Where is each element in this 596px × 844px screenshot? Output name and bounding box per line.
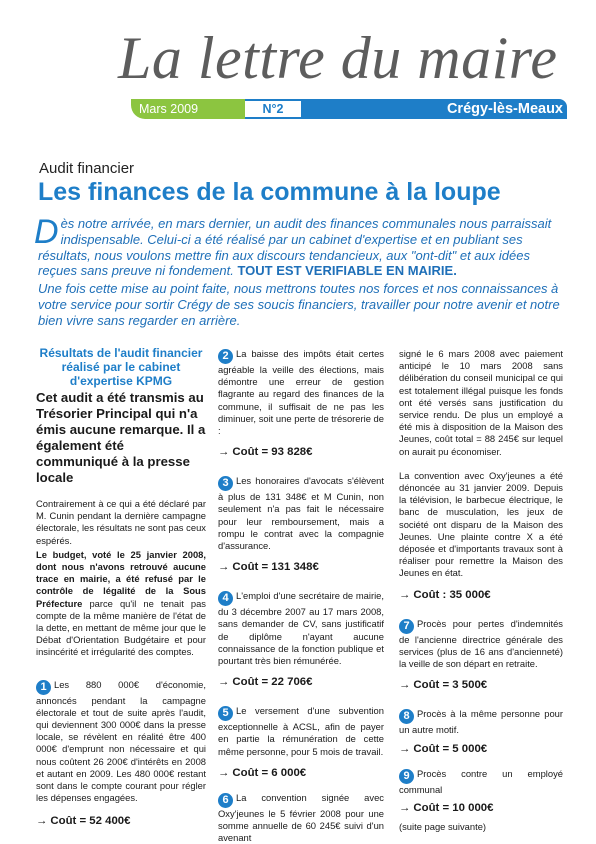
numbered-circle-icon: 5	[218, 706, 233, 721]
right-arrow-icon: →	[218, 676, 230, 689]
newsletter-title: La lettre du maire	[118, 25, 558, 91]
item-1-cost	[36, 814, 206, 828]
item-2	[218, 348, 384, 437]
budget-bold: Le budget, voté le 25 janvier 2008, dont nous n'avons retrouvé aucune trace en mairie, a été refusé par le contrôle de légalité de la Sous Préfecture	[36, 548, 206, 609]
item-4-cost	[218, 675, 384, 689]
right-arrow-icon: →	[399, 801, 411, 814]
item-7	[399, 618, 563, 671]
drop-cap: D	[34, 213, 59, 251]
item-9	[399, 768, 563, 796]
item-6	[218, 792, 384, 844]
issue-number: N°2	[245, 99, 301, 119]
convention-cost	[399, 588, 563, 602]
continued-note: (suite page suivante)	[399, 820, 487, 832]
item-5-cost	[218, 766, 384, 780]
item-2-cost-value: Coût = 93 828€	[232, 446, 313, 459]
item-1	[36, 679, 206, 805]
item-4-text: L'emploi d'une secrétaire de mairie, du 3 décembre 2007 au 17 mars 2008, sans demander de CV, sans justificatif de diplôme n'ayant aucune connaissance de la fonction publique et pourtant très bien rémunérée.	[218, 590, 384, 667]
item-8	[399, 708, 563, 736]
budget-rest: parce qu'il ne tenait pas compte de la même manière de l'état de la dette, en mettant de même jour que le Débat d'Orientation Budgétaire et pour insincérité et irrégularité des comptes.	[36, 597, 206, 658]
paragraph-convention: La convention avec Oxy'jeunes a été dénoncée au 31 janvier 2009. Depuis la télévision, le barbecue électrique, le banc de musculation, les jeux de société ont disparu de la Maison des Jeunes. Une plainte contre X a été déposée et d'importants travaux sont à réaliser pour remettre la Maison des Jeunes en état.	[399, 469, 563, 579]
item-3-text: Les honoraires d'avocats s'élèvent à plus de 131 348€ et M Cunin, non seulement n'a pas fait le nécessaire pour leur remboursement, mais a rompu le contrat avec la compagnie d'assurance.	[218, 475, 384, 552]
audit-lead: Cet audit a été transmis au Trésorier Principal qui n'a émis aucune remarque. Il a également été communiqué à la presse locale	[36, 390, 206, 485]
numbered-circle-icon: 2	[218, 349, 233, 364]
item-6-text: La convention signée avec Oxy'jeunes le 5 février 2008 pour une somme annuelle de 60 245€ suivi d'un avenant	[218, 791, 384, 844]
right-arrow-icon: →	[218, 766, 230, 779]
numbered-circle-icon: 6	[218, 793, 233, 808]
item-8-text: Procès à la même personne pour un autre motif.	[399, 708, 563, 736]
item-6-continued: signé le 6 mars 2008 avec paiement anticipé le 10 mars 2008 sans délibération du conseil municipal ce qui est totalement illégal puisque les fonds ont été versés sans justification du service rendu. De plus un employé a été mis à disposition de la Maison des Jeunes, coût total = 88 245€ sur lequel on aurait pu économiser.	[399, 348, 563, 457]
item-7-cost	[399, 678, 563, 692]
column-3	[399, 348, 563, 833]
item-9-cost-value: Coût = 10 000€	[413, 801, 494, 814]
numbered-circle-icon: 4	[218, 591, 233, 606]
article-kicker: Audit financier	[39, 160, 135, 177]
paragraph-budget	[36, 549, 206, 659]
item-9-text: Procès contre un employé communal	[399, 768, 563, 796]
item-7-cost-value: Coût = 3 500€	[413, 679, 488, 692]
issue-date: Mars 2009	[131, 99, 245, 119]
item-1-cost-value: Coût = 52 400€	[50, 815, 131, 828]
article-headline: Les finances de la commune à la loupe	[38, 178, 501, 206]
item-9-cost	[399, 801, 563, 815]
intro-paragraph-2: Une fois cette mise au point faite, nous mettrons toutes nos forces et nos connaissances à votre service pour sortir Crégy de ses soucis financiers, travailler pour notre avenir et notre bien vivre sans regarder en arrière.	[38, 281, 560, 328]
item-5	[218, 705, 384, 758]
column-1	[36, 346, 206, 828]
item-1-text: Les 880 000€ d'économie, annoncés pendant la campagne électorale et tout de suite après l'audit, qui deviennent 300 000€ dans la presse locale, se révèlent en réalité être 400 000€ d'emprunt non nécessaire et qui nous coûtent 26 200€ d'intérêts en 2008 et autant en 2009. Les 480 000€ restant sont dans le compte courant pour régler les dépenses engagées.	[36, 678, 206, 804]
numbered-circle-icon: 3	[218, 476, 233, 491]
item-2-text: La baisse des impôts était certes agréable la veille des élections, mais démontre une erreur de gestion flagrante au regard des finances de la commune, il suffisait de ne pas les diminuer, soit une perte de trésorerie de :	[218, 348, 384, 437]
right-arrow-icon: →	[399, 588, 411, 601]
right-arrow-icon: →	[399, 679, 411, 692]
right-arrow-icon: →	[218, 446, 230, 459]
convention-cost-value: Coût : 35 000€	[413, 588, 491, 601]
item-7-text: Procès pour pertes d'indemnités de l'ancienne directrice générale des services (plus de 16 ans d'ancienneté) la veille de son départ en retraite.	[399, 617, 563, 670]
item-5-cost-value: Coût = 6 000€	[232, 766, 307, 779]
numbered-circle-icon: 1	[36, 680, 51, 695]
numbered-circle-icon: 7	[399, 619, 414, 634]
masthead-band	[131, 99, 567, 119]
town-name: Crégy-lès-Meaux	[301, 99, 567, 119]
numbered-circle-icon: 9	[399, 769, 414, 784]
intro-paragraph-1	[34, 213, 566, 279]
paragraph-campaign: Contrairement à ce qui a été déclaré par M. Cunin pendant la dernière campagne électorale, les résultats ne sont pas ceux espérés.	[36, 498, 206, 546]
item-2-cost	[218, 445, 384, 459]
item-3-cost-value: Coût = 131 348€	[232, 561, 319, 574]
right-arrow-icon: →	[218, 561, 230, 574]
item-8-cost	[399, 742, 563, 756]
intro-text-1: ès notre arrivée, en mars dernier, un audit des finances communales nous parraissait indispensable. Celui-ci a été réalisé par un cabinet d'expertise et en publiant ses résultats, nous voulons mettre fin aux discours tendancieux, aux "ont-dit" et aux idées reçues sans preuve ni fondement.	[38, 216, 552, 279]
intro-caps-statement: TOUT EST VERIFIABLE EN MAIRIE.	[237, 263, 457, 279]
right-arrow-icon: →	[36, 815, 48, 828]
item-4-cost-value: Coût = 22 706€	[232, 676, 313, 689]
audit-subtitle: Résultats de l'audit financier réalisé par le cabinet d'expertise KPMG	[39, 346, 203, 388]
numbered-circle-icon: 8	[399, 709, 414, 724]
item-8-cost-value: Coût = 5 000€	[413, 743, 488, 756]
item-3-cost	[218, 560, 384, 574]
item-5-text: Le versement d'une subvention exceptionnelle à ACSL, afin de payer en partie la rémunération de cette même personne, pour 5 mois de travail.	[218, 705, 384, 757]
column-2	[218, 348, 384, 844]
right-arrow-icon: →	[399, 743, 411, 756]
item-4	[218, 590, 384, 667]
item-3	[218, 475, 384, 552]
